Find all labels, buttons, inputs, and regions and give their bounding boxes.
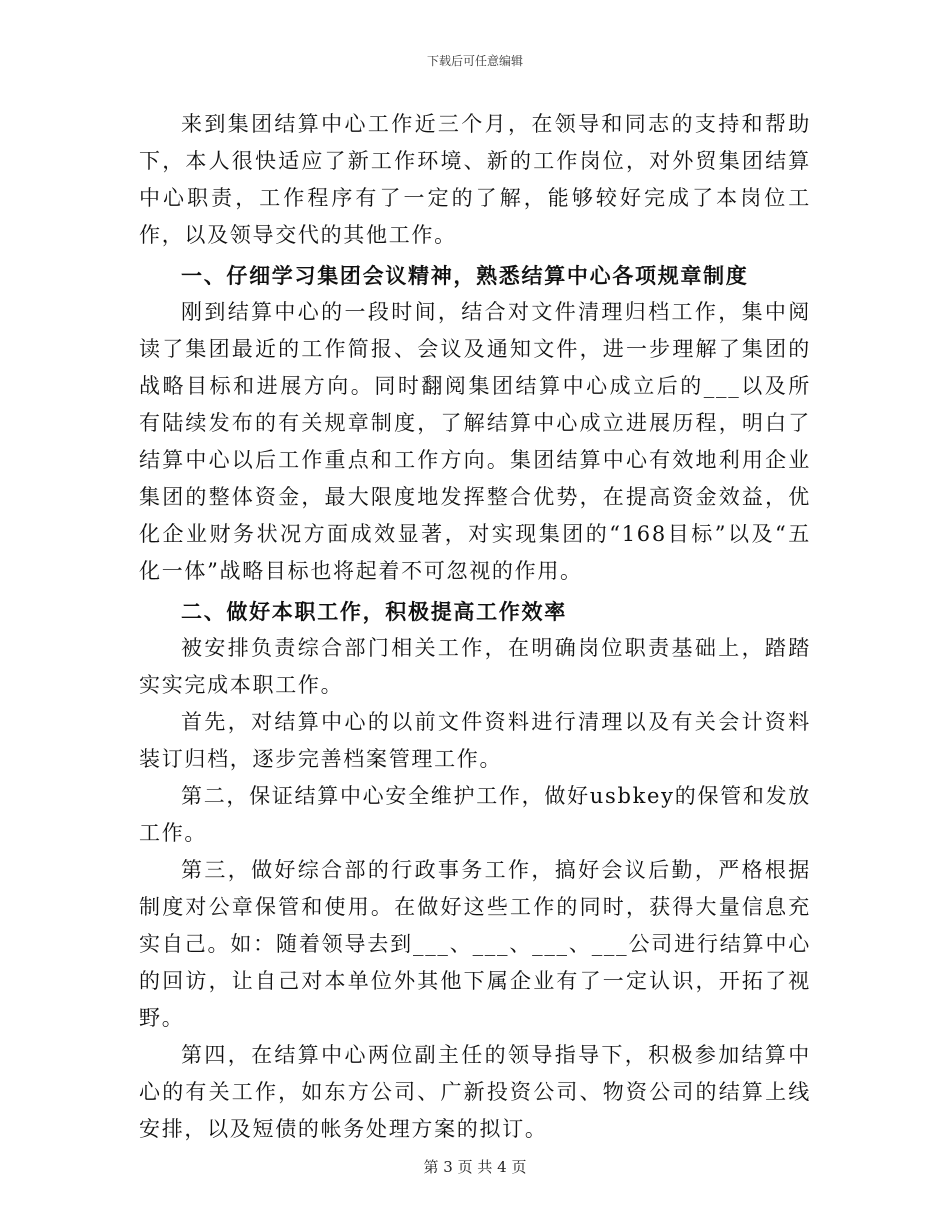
page-header: 下载后可任意编辑 — [426, 54, 523, 68]
page-number-footer: 第 3 页 共 4 页 — [423, 1158, 527, 1176]
document-body — [139, 106, 811, 1148]
section-heading-2: 二、做好本职工作，积极提高工作效率 — [181, 599, 567, 624]
intro-paragraph: 来到集团结算中心工作近三个月，在领导和同志的支持和帮助下，本人很快适应了新工作环境、新的工作岗位，对外贸集团结算中心职责，工作程序有了一定的了解，能够较好完成了本岗位工作，以及领导交代的其他工作。 — [139, 112, 811, 247]
section-heading-1: 一、仔细学习集团会议精神，熟悉结算中心各项规章制度 — [181, 263, 749, 288]
body-paragraph: 被安排负责综合部门相关工作，在明确岗位职责基础上，踏踏实实完成本职工作。 — [139, 636, 811, 697]
body-paragraph: 刚到结算中心的一段时间，结合对文件清理归档工作，集中阅读了集团最近的工作简报、会议及通知文件，进一步理解了集团的战略目标和进展方向。同时翻阅集团结算中心成立后的___以及所有陆续发布的有关规章制度，了解结算中心成立进展历程，明白了结算中心以后工作重点和工作方向。集团结算中心有效地利用企业集团的整体资金，最大限度地发挥整合优势，在提高资金效益，优化企业财务状况方面成效显著，对实现集团的“168目标”以及“五化一体”战略目标也将起着不可忽视的作用。 — [139, 300, 811, 583]
body-paragraph: 首先，对结算中心的以前文件资料进行清理以及有关会计资料装订归档，逐步完善档案管理工作。 — [139, 710, 811, 771]
body-paragraph: 第三，做好综合部的行政事务工作，搞好会议后勤，严格根据制度对公章保管和使用。在做好这些工作的同时，获得大量信息充实自己。如：随着领导去到___、___、___、___公司进行结算中心的回访，让自己对本单位外其他下属企业有了一定认识，开拓了视野。 — [139, 858, 811, 1030]
body-paragraph: 第四，在结算中心两位副主任的领导指导下，积极参加结算中心的有关工作，如东方公司、广新投资公司、物资公司的结算上线安排，以及短债的帐务处理方案的拟订。 — [139, 1043, 811, 1141]
body-paragraph: 第二，保证结算中心安全维护工作，做好usbkey的保管和发放工作。 — [139, 784, 811, 845]
